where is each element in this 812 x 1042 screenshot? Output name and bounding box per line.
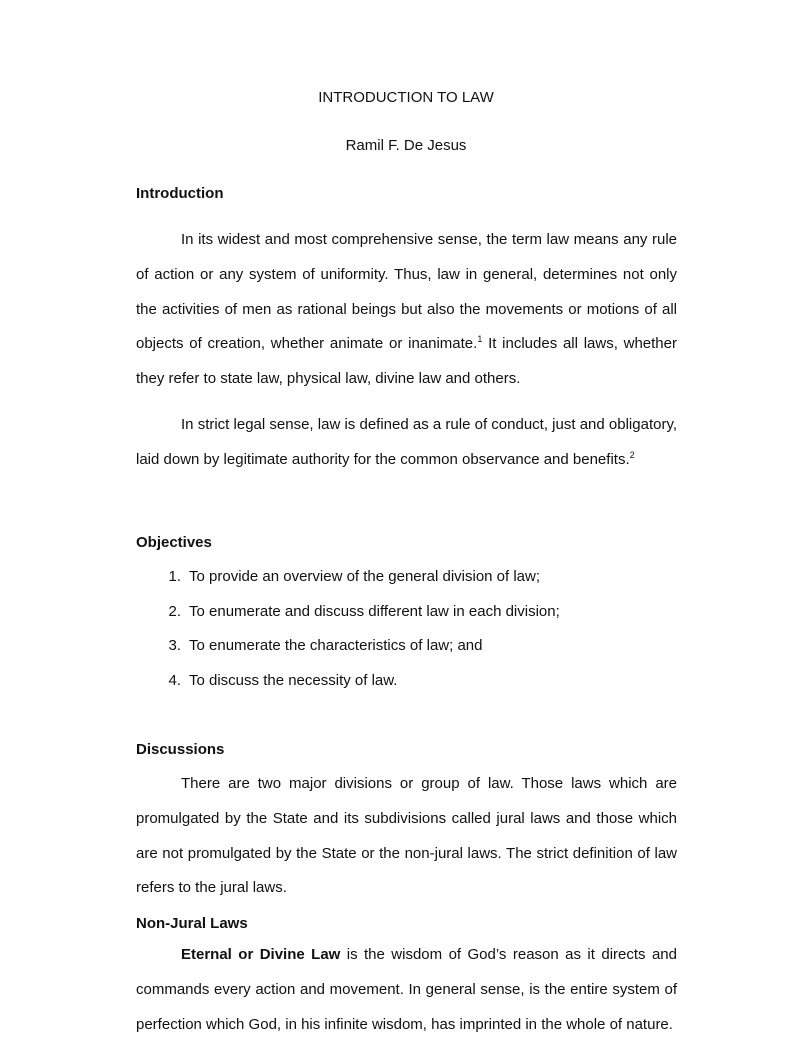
objectives-heading: Objectives — [136, 534, 212, 551]
objective-number: 1. — [168, 568, 181, 585]
introduction-paragraph-1-text-b: It includes all laws, whether they refer to state law, physical law, divine law and others. — [136, 335, 677, 388]
objective-item — [136, 637, 560, 672]
objective-number: 3. — [168, 637, 181, 654]
discussions-paragraph-1: There are two major divisions or group of law. Those laws which are promulgated by the State and its subdivisions called jural laws and those which are not promulgated by the State or the non-jural laws. The strict definition of law refers to the jural laws. — [136, 775, 677, 897]
non-jural-paragraph-1-text: is the wisdom of God’s reason as it directs and commands every action and movement. In general sense, is the entire system of perfection which God, in his infinite wisdom, has imprinted in the whole of nature. — [136, 946, 677, 1033]
objective-text: To enumerate and discuss different law in each division; — [189, 602, 560, 620]
objective-text: To enumerate the characteristics of law; and — [189, 637, 483, 654]
document-author: Ramil F. De Jesus — [345, 137, 467, 154]
non-jural-laws-heading: Non-Jural Laws — [136, 915, 248, 932]
objective-text: To discuss the necessity of law. — [189, 671, 398, 689]
document-title: INTRODUCTION TO LAW — [318, 89, 494, 106]
objective-item — [136, 568, 560, 603]
introduction-paragraph-1-text-a: In its widest and most comprehensive sense, the term law means any rule of action or any system of uniformity. Thus, law in general, determines not only the activities of men as rational beings but also the movements or motions of all objects of creation, whether animate or inanimate. — [136, 231, 677, 353]
footnote-ref-1: 1 — [477, 334, 483, 345]
objective-item — [136, 603, 560, 638]
discussions-heading: Discussions — [136, 741, 225, 758]
introduction-paragraph-2 — [136, 408, 677, 478]
non-jural-paragraph-1 — [136, 938, 677, 1042]
eternal-divine-law-term: Eternal or Divine Law — [181, 946, 341, 963]
objective-number: 2. — [168, 602, 181, 620]
introduction-paragraph-2-text: In strict legal sense, law is defined as a rule of conduct, just and obligatory, laid down by legitimate authority for the common observance and benefits. — [136, 416, 677, 468]
objective-text: To provide an overview of the general division of law; — [189, 568, 541, 585]
introduction-paragraph-1 — [136, 223, 677, 397]
objective-number: 4. — [168, 671, 181, 689]
footnote-ref-2: 2 — [629, 449, 635, 460]
introduction-heading: Introduction — [136, 185, 224, 202]
objectives-list — [136, 568, 560, 706]
objective-item — [136, 672, 560, 707]
